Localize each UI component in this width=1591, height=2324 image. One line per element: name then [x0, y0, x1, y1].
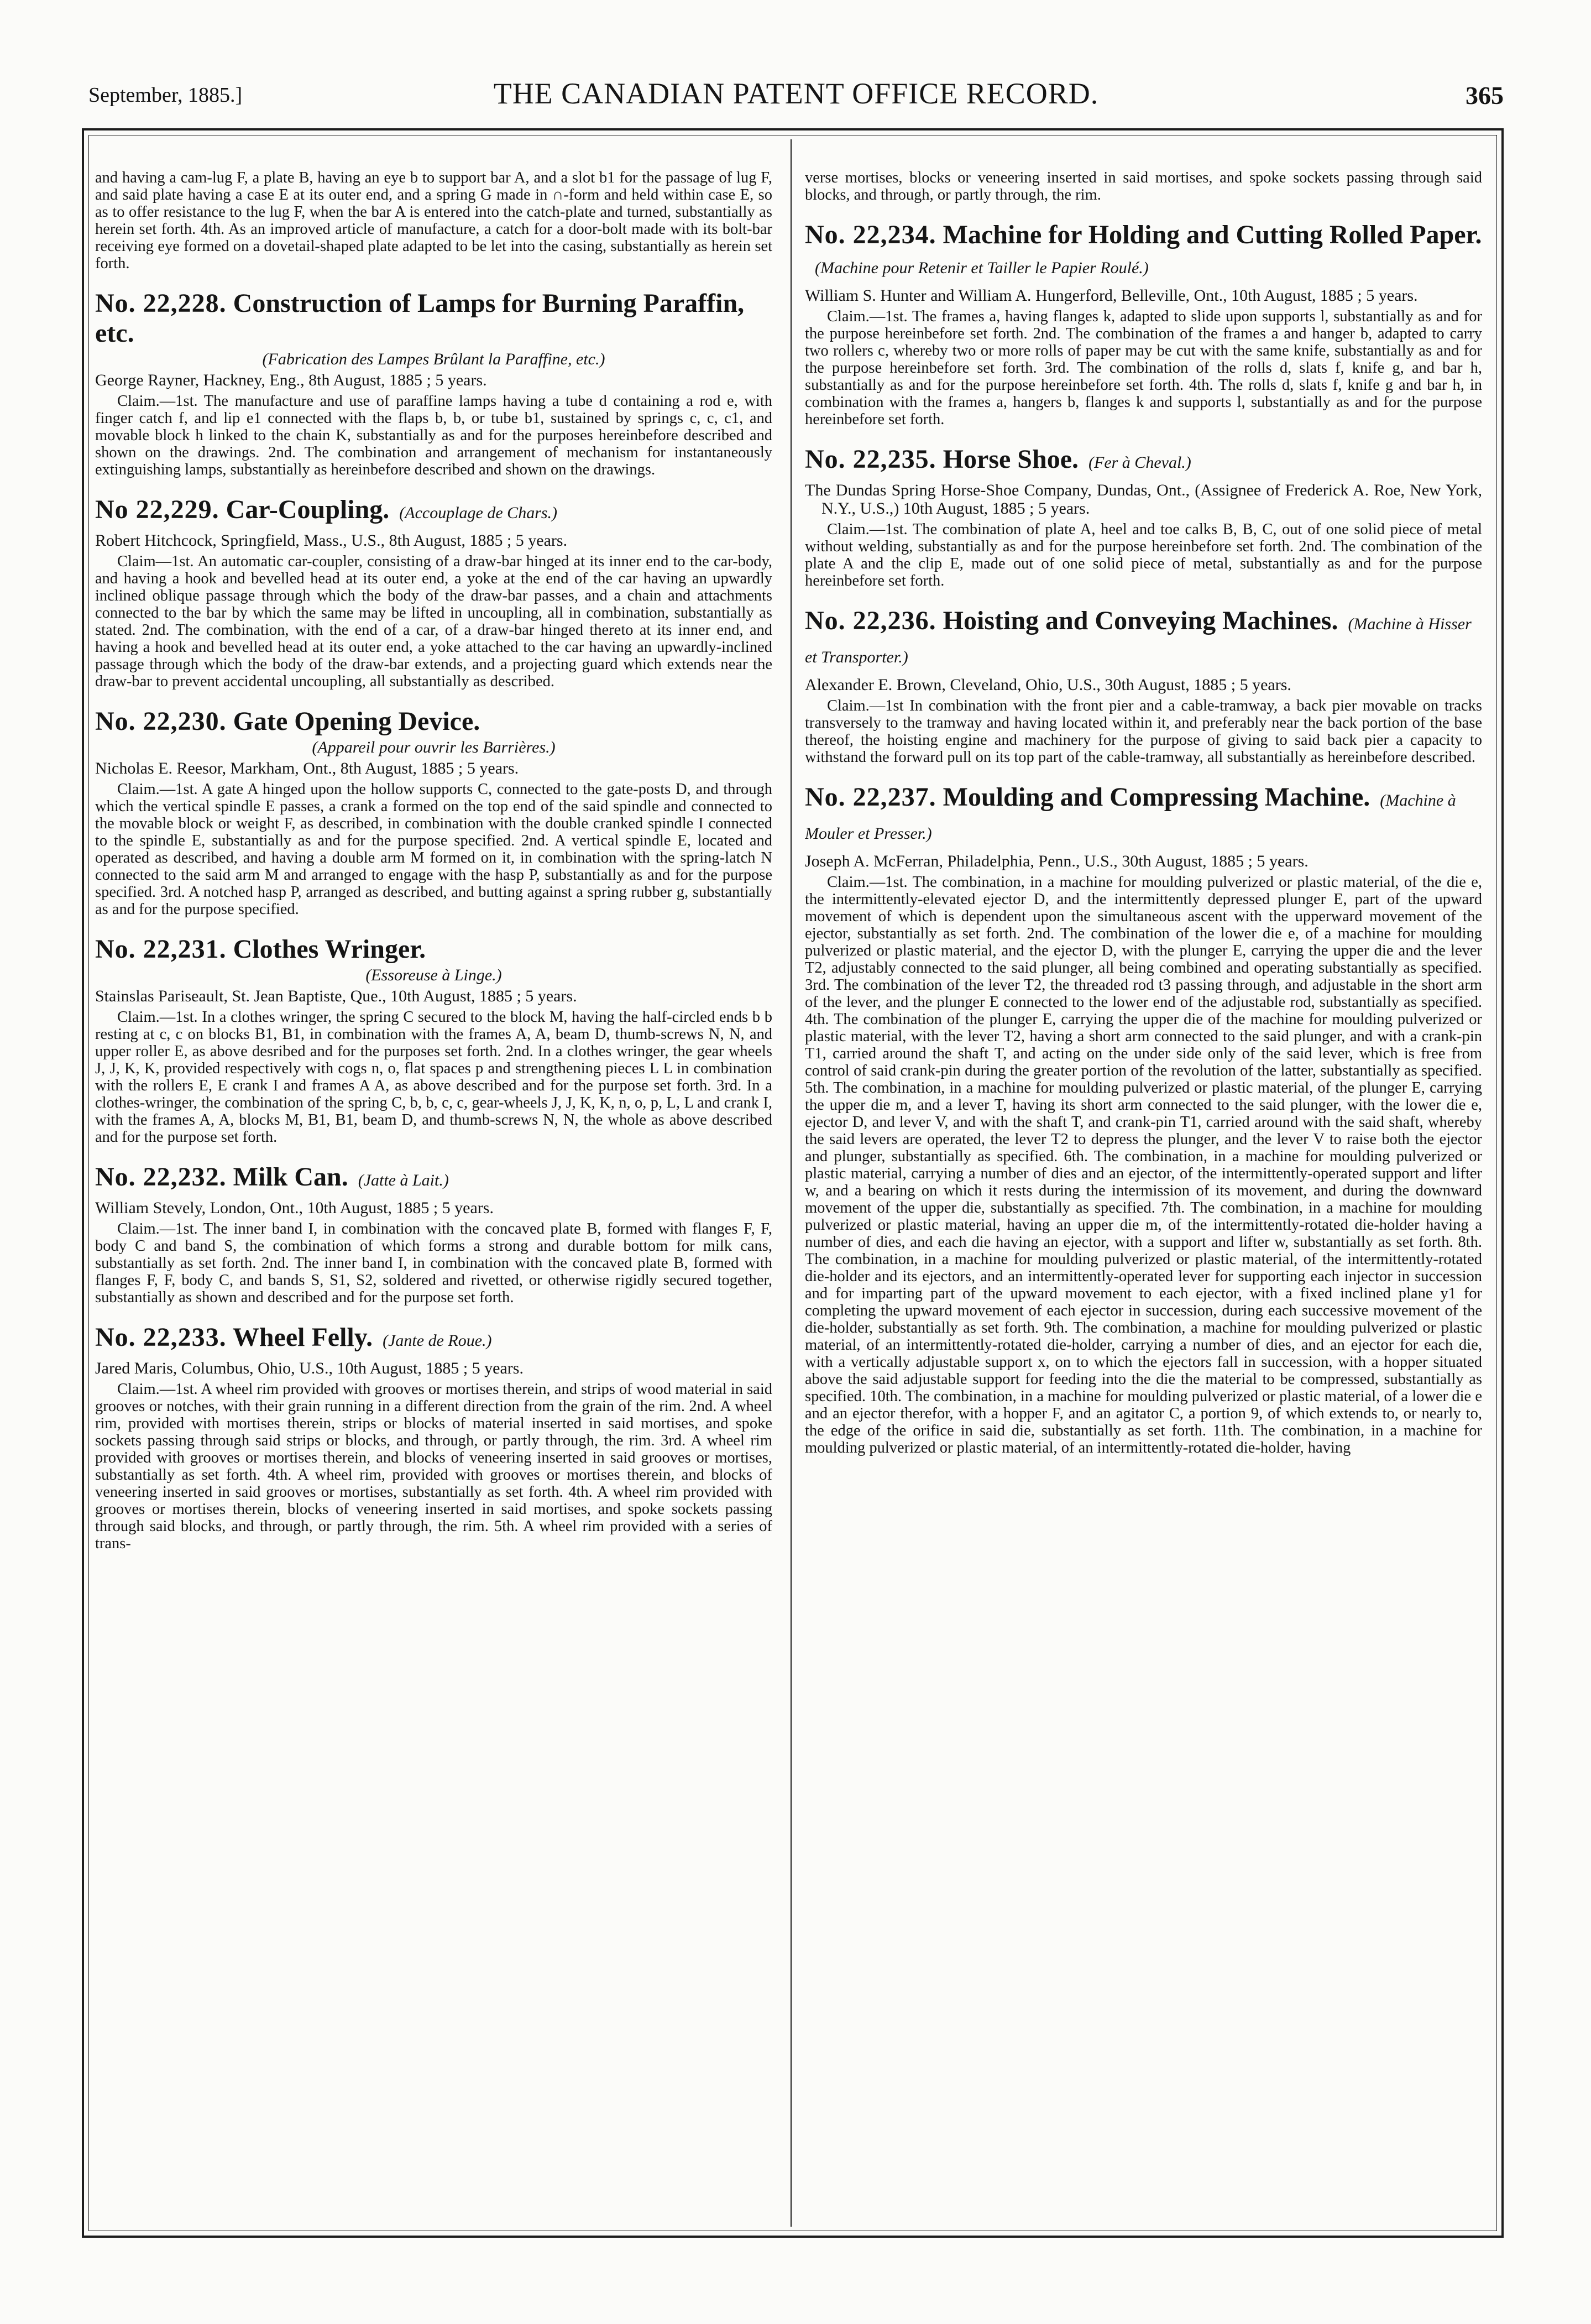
- patent-entry: [95, 707, 772, 918]
- patentee: The Dundas Spring Horse-Shoe Company, Dundas, Ont., (Assignee of Frederick A. Roe, New York, N.Y., U.S.,) 10th August, 1885 ; 5 years.: [805, 481, 1482, 518]
- patentee: Jared Maris, Columbus, Ohio, U.S., 10th August, 1885 ; 5 years.: [95, 1359, 524, 1377]
- patent-claim: Claim.—1st. The manufacture and use of paraffine lamps having a tube d containing a rod e, with finger catch f, and lip e1 connected with the flaps b, b, or tube b1, sustained by springs c, c, c1, and movable block h linked to the chain K, substantially as and for the purposes hereinbefore described and shown on the drawings. 2nd. The combination and arrangement of mechanism for instantaneously extinguishing lamps, substantially as hereinbefore described and shown on the drawings.: [95, 393, 772, 478]
- patent-heading: [95, 495, 772, 528]
- patent-entry: [805, 220, 1482, 428]
- patent-heading: [95, 934, 772, 964]
- french-title: (Jatte à Lait.): [358, 1171, 449, 1189]
- patent-claim: Claim.—1st. A gate A hinged upon the hollow supports C, connected to the gate-posts D, and through which the vertical spindle E passes, a crank a formed on the top end of the said spindle and connected to the movable block or weight F, as described, in combination with the double cranked spindle I connected to the spindle E, substantially as and for the purpose specified. 2nd. A vertical spindle E, located and operated as described, and having a double arm M formed on it, in combination with the spring-latch N connected to the said arm M and arranged to engage with the hasp P, substantially as and for the purpose specified. 3rd. A notched hasp P, arranged as described, and butting against a spring rubber g, substantially as and for the purpose specified.: [95, 781, 772, 918]
- left-column: [95, 166, 772, 2223]
- patent-entry: [95, 1323, 772, 1552]
- patent-number: No. 22,237.: [805, 782, 936, 812]
- issue-date: September, 1885.]: [88, 83, 243, 107]
- patentee: Nicholas E. Reesor, Markham, Ont., 8th August, 1885 ; 5 years.: [95, 759, 519, 777]
- patent-entry: [95, 1162, 772, 1306]
- patent-entry: [805, 445, 1482, 589]
- french-title: (Machine pour Retenir et Tailler le Papier Roulé.): [815, 259, 1149, 277]
- patent-entry: [805, 782, 1482, 1456]
- patentee: Robert Hitchcock, Springfield, Mass., U.S., 8th August, 1885 ; 5 years.: [95, 531, 568, 550]
- french-title: (Essoreuse à Linge.): [365, 966, 502, 984]
- patent-heading: [805, 445, 1482, 478]
- patent-claim: Claim.—1st In combination with the front pier and a cable-tramway, a back pier movable on tracks transversely to the tramway and having located within it, and preferably near the back portion of the base thereof, the hoisting engine and machinery for the purpose of giving to said back pier a capacity to withstand the forward pull on its top part of the cable-tramway, all substantially as hereinbefore described.: [805, 697, 1482, 766]
- patent-heading: [805, 606, 1482, 672]
- patentee: Stainslas Pariseault, St. Jean Baptiste, Que., 10th August, 1885 ; 5 years.: [95, 987, 577, 1005]
- patent-number: No. 22,230.: [95, 707, 227, 736]
- column-divider: [791, 139, 792, 2227]
- french-title: (Fabrication des Lampes Brûlant la Paraffine, etc.): [262, 350, 605, 368]
- patent-number: No. 22,234.: [805, 220, 936, 249]
- journal-title: THE CANADIAN PATENT OFFICE RECORD.: [493, 77, 1099, 110]
- french-title: (Machine à Mouler et Presser.): [805, 791, 1456, 843]
- patent-heading: [95, 707, 772, 737]
- patent-title: Hoisting and Conveying Machines.: [943, 606, 1338, 635]
- patent-claim: Claim.—1st. The inner band I, in combination with the concaved plate B, formed with flanges F, F, body C and band S, the combination of which forms a strong and durable bottom for milk cans, substantially as set forth. 2nd. The inner band I, in combination with the concaved plate B, formed with flanges F, F, body C, and bands S, S1, S2, soldered and rivetted, or otherwise rigidly secured together, substantially as shown and described and for the purpose set forth.: [95, 1220, 772, 1306]
- patent-claim: Claim.—1st. A wheel rim provided with grooves or mortises therein, and strips of wood material in said grooves or notches, with their grain running in a different direction from the grain of the rim. 2nd. A wheel rim, provided with mortises therein, strips or blocks of material inserted in said mortises, and spoke sockets passing through said strips or blocks, and through, or partly through, the rim. 3rd. A wheel rim provided with grooves or mortises therein, and blocks of veneering inserted in said grooves or mortises, substantially as set forth. 4th. A wheel rim, provided with grooves or mortises therein, and blocks of veneering inserted in said grooves or mortises, substantially as set forth. 4th. A wheel rim provided with grooves or mortises therein, blocks of veneering inserted in said mortises, and spoke sockets passing through said blocks, and through, or partly through, the rim. 5th. A wheel rim provided with a series of trans-: [95, 1381, 772, 1552]
- patent-entry: [805, 606, 1482, 766]
- patent-title: Construction of Lamps for Burning Paraffin, etc.: [95, 289, 745, 348]
- patent-entry: [95, 289, 772, 478]
- patent-claim: Claim—1st. An automatic car-coupler, consisting of a draw-bar hinged at its inner end to the car-body, and having a hook and bevelled head at its outer end, a yoke at the end of the car having an upwardly inclined oblique passage through which the body of the draw-bar passes, and a chain and attachments connected to the bar by which the same may be lifted in uncoupling, all in combination, substantially as stated. 2nd. The combination, with the end of a car, of a draw-bar hinged thereto at its inner end, and having a hook and bevelled head at its outer end, a yoke attached to the car having an upwardly-inclined passage through which the body of the draw-bar extends, and a projecting guard which extends near the draw-bar to prevent accidental uncoupling, all substantially as described.: [95, 553, 772, 690]
- continued-text: and having a cam-lug F, a plate B, having an eye b to support bar A, and a slot b1 for the passage of lug F, and said plate having a case E at its outer end, and a spring G made in ∩-form and held within case E, so as to offer resistance to the lug F, when the bar A is entered into the catch-plate and turned, substantially as herein set forth. 4th. As an improved article of manufacture, a catch for a door-bolt made with its bolt-bar receiving eye formed on a dovetail-shaped plate adapted to be let into the casing, substantially as herein set forth.: [95, 169, 772, 272]
- patent-number: No. 22,231.: [95, 934, 227, 964]
- patentee: George Rayner, Hackney, Eng., 8th August, 1885 ; 5 years.: [95, 371, 487, 389]
- patent-claim: Claim.—1st. The frames a, having flanges k, adapted to slide upon supports l, substantially as and for the purpose hereinbefore set forth. 2nd. The combination of the frames a and hanger b, adapted to carry two rollers c, whereby two or more rolls of paper may be cut with the same knife, substantially as and for the purpose hereinbefore set forth. 3rd. The combination of the rolls d, slats f, knife g, and bar h, substantially as and for the purpose hereinbefore set forth. 4th. The rolls d, slats f, knife g and bar h, in combination with the frames a, hangers b, flanges k and supports l, substantially as and for the purpose hereinbefore set forth.: [805, 308, 1482, 428]
- page-number: 365: [1466, 81, 1504, 109]
- patent-title: Moulding and Compressing Machine.: [943, 782, 1370, 812]
- french-title: (Appareil pour ouvrir les Barrières.): [312, 738, 556, 756]
- patent-title: Clothes Wringer.: [233, 934, 426, 964]
- continued-text: verse mortises, blocks or veneering inserted in said mortises, and spoke sockets passing through said blocks, and through, or partly through, the rim.: [805, 169, 1482, 203]
- patentee: William Stevely, London, Ont., 10th August, 1885 ; 5 years.: [95, 1199, 494, 1217]
- running-header: [88, 76, 1504, 115]
- patent-title: Car-Coupling.: [226, 495, 390, 524]
- patent-entry: [95, 934, 772, 1146]
- patentee: Alexander E. Brown, Cleveland, Ohio, U.S., 30th August, 1885 ; 5 years.: [805, 676, 1291, 694]
- patentee: William S. Hunter and William A. Hungerford, Belleville, Ont., 10th August, 1885 ; 5 years.: [805, 286, 1418, 305]
- patent-heading: [95, 289, 772, 348]
- patent-heading: [805, 782, 1482, 849]
- french-title: (Machine à Hisser et Transporter.): [805, 615, 1472, 666]
- patent-title: Horse Shoe.: [943, 445, 1079, 474]
- patent-title: Gate Opening Device.: [233, 707, 480, 736]
- right-column: [805, 166, 1482, 2223]
- patent-claim: Claim.—1st. The combination, in a machine for moulding pulverized or plastic material, of the die e, the intermittently-elevated ejector D, and the intermittently depressed plunger E, part of the upward movement of which is dependent upon the simultaneous ascent with the upperward movement of the ejector, substantially as set forth. 2nd. The combination of the lower die e, of a machine for moulding pulverized or plastic material, and the ejector D, with the plunger E, carrying the upper die and the lever T2, adjustably connected to the said plunger, all being combined and operating substantially as specified. 3rd. The combination of the lever T2, the threaded rod t3 passing through, and adjustable in the short arm of the lever, and the plunger E connected to the lower end of the adjustable rod, substantially as specified. 4th. The combination of the plunger E, carrying the upper die of the machine for moulding pulverized or plastic material, with the lever T2, having a short arm connected to the said plunger, and with a crank-pin T1, carried around the shaft T, and acting on the under side only of the said lever, which is free from control of said crank-pin during the greater portion of the revolution of the latter, substantially as specified. 5th. The combination, in a machine for moulding pulverized or plastic material, of the plunger E, carrying the upper die m, and a lever T, having its short arm connected to the said plunger, with the lower die e, ejector D, and lever V, and with the shaft T, and crank-pin T1, carried around with the said shaft, whereby the said levers are operated, the lever T2 to depress the plunger, and the lever V to raise both the ejector and plunger, substantially as specified. 6th. The combination, in a machine for moulding pulverized or plastic material, carrying a number of dies and an ejector, of the intermittently-operated support and lifter w, and a bearing on which it rests during the intermission of its movement, and during the downward movement of the upper die, substantially as specified. 7th. The combination, in a machine for moulding pulverized or plastic material, having an upper die m, of the intermittently-rotated die-holder having a number of dies, and each die having an ejector, with a support and lifter w, substantially as set forth. 8th. The combination, in a machine for moulding pulverized or plastic material, of the intermittently-rotated die-holder and its ejectors, and an intermittently-operated lever for supporting each injector in succession and for imparting part of the upward movement to each ejector, with a fixed inclined plane y1 for completing the upward movement of each ejector in succession, during each successive movement of the die-holder, substantially as set forth. 9th. The combination, a machine for moulding pulverized or plastic material, of an intermittently-rotated die-holder, carrying a number of dies, and an ejector for each die, with a vertically adjustable support x, on to which the ejectors fall in succession, with a hopper situated above the said adjustable support for feeding into the die the material to be compressed, substantially as specified. 10th. The combination, in a machine for moulding pulverized or plastic material, of a lower die e and an ejector therefor, with a hopper F, and an agitator C, a portion 9, of which extends to, or nearly to, the edge of the orifice in said die, substantially as set forth. 11th. The combination, in a machine for moulding pulverized or plastic material, of an intermittently-rotated die-holder, having: [805, 874, 1482, 1456]
- french-title: (Jante de Roue.): [383, 1331, 492, 1350]
- patent-claim: Claim.—1st. In a clothes wringer, the spring C secured to the block M, having the half-circled ends b b resting at c, c on blocks B1, B1, in combination with the frames A, A, beam D, thumb-screws N, N, and upper roller E, as above desribed and for the purposes set forth. 2nd. In a clothes wringer, the gear wheels J, J, K, K, provided respectively with cogs n, o, flat spaces p and strengthening pieces L L in combination with the rollers E, E crank I and frames A A, as above described and for the purpose set forth. 3rd. In a clothes-wringer, the combination of the spring C, b, b, c, c, gear-wheels J, J, K, K, n, o, p, L, L and crank I, with the frames A, A, blocks M, B1, B1, beam D, and thumb-screws N, N, the whole as above described and for the purpose set forth.: [95, 1009, 772, 1146]
- patent-heading: [95, 1323, 772, 1356]
- patent-heading: [805, 220, 1482, 283]
- patent-title: Wheel Felly.: [232, 1323, 373, 1352]
- patent-number: No. 22,233.: [95, 1323, 227, 1352]
- french-title: (Fer à Cheval.): [1088, 453, 1191, 472]
- patent-title: Milk Can.: [233, 1162, 348, 1192]
- patent-number: No 22,229.: [95, 495, 219, 524]
- patent-number: No. 22,235.: [805, 445, 936, 474]
- french-title: (Accouplage de Chars.): [399, 504, 558, 522]
- patent-heading: [95, 1162, 772, 1195]
- patentee: Joseph A. McFerran, Philadelphia, Penn., U.S., 30th August, 1885 ; 5 years.: [805, 852, 1309, 870]
- patent-claim: Claim.—1st. The combination of plate A, heel and toe calks B, B, C, out of one solid piece of metal without welding, substantially as and for the purpose hereinbefore set forth. 2nd. The combination of the plate A and the clip E, made out of one solid piece of metal, substantially as and for the purpose hereinbefore set forth.: [805, 521, 1482, 589]
- patent-number: No. 22,232.: [95, 1162, 227, 1192]
- patent-entry: [95, 495, 772, 690]
- patent-number: No. 22,236.: [805, 606, 936, 635]
- patent-title: Machine for Holding and Cutting Rolled Paper.: [943, 220, 1482, 249]
- patent-number: No. 22,228.: [95, 289, 227, 318]
